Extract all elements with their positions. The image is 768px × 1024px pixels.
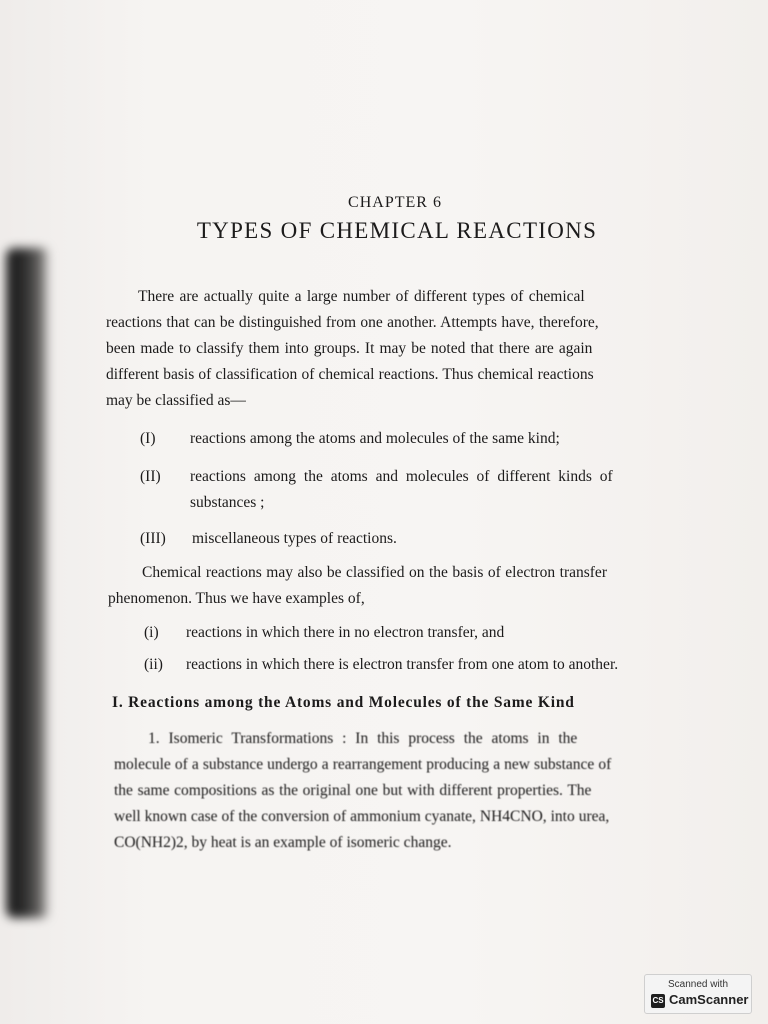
list-item-number: (i) [144,624,159,641]
list-item-text: reactions in which there is electron transfer from one atom to another. [186,656,619,673]
electron-para-line: phenomenon. Thus we have examples of, [108,590,365,607]
list-item [140,526,700,552]
list-item-text: reactions in which there in no electron transfer, and [186,624,505,641]
electron-para-line: Chemical reactions may also be classified on the basis of electron transfer [142,564,607,581]
camscanner-watermark [644,974,752,1014]
isomeric-paragraph [114,726,700,856]
intro-line: There are actually quite a large number of different types of chemical [138,288,585,305]
list-item-text: miscellaneous types of reactions. [192,530,397,547]
list-item-number: (III) [140,530,166,547]
camscanner-logo-icon: CS [651,994,665,1008]
chapter-label: CHAPTER 6 [348,194,442,211]
isomeric-line: the same compositions as the original one but with different properties. The [114,782,592,799]
list-item [140,426,700,452]
electron-transfer-paragraph [108,560,698,612]
watermark-brand: CamScanner [669,992,749,1007]
isomeric-line: 1. Isomeric Transformations : In this process the atoms in the [148,730,578,747]
list-item-number: (ii) [144,656,163,673]
list-item [140,464,700,516]
list-item [144,620,700,646]
list-item-text: substances ; [190,494,265,511]
list-item-number: (II) [140,468,161,485]
intro-line: reactions that can be distinguished from one another. Attempts have, therefore, [106,314,599,331]
isomeric-line: CO(NH2)2, by heat is an example of isomeric change. [114,834,452,851]
chapter-title: TYPES OF CHEMICAL REACTIONS [196,218,598,243]
list-item [144,652,700,678]
list-item-number: (I) [140,430,156,447]
intro-line: may be classified as— [106,392,246,409]
isomeric-line: molecule of a substance undergo a rearrangement producing a new substance of [114,756,612,773]
list-item-text: reactions among the atoms and molecules of the same kind; [190,430,560,447]
isomeric-line: well known case of the conversion of ammonium cyanate, NH4CNO, into urea, [114,808,610,825]
intro-paragraph [106,284,694,414]
page-edge-shadow [6,248,50,918]
intro-line: different basis of classification of chemical reactions. Thus chemical reactions [106,366,594,383]
watermark-scanned-with: Scanned with [667,979,729,990]
section-heading: I. Reactions among the Atoms and Molecules of the Same Kind [112,694,575,711]
list-item-text: reactions among the atoms and molecules of different kinds of [190,468,613,485]
intro-line: been made to classify them into groups. It may be noted that there are again [106,340,593,357]
